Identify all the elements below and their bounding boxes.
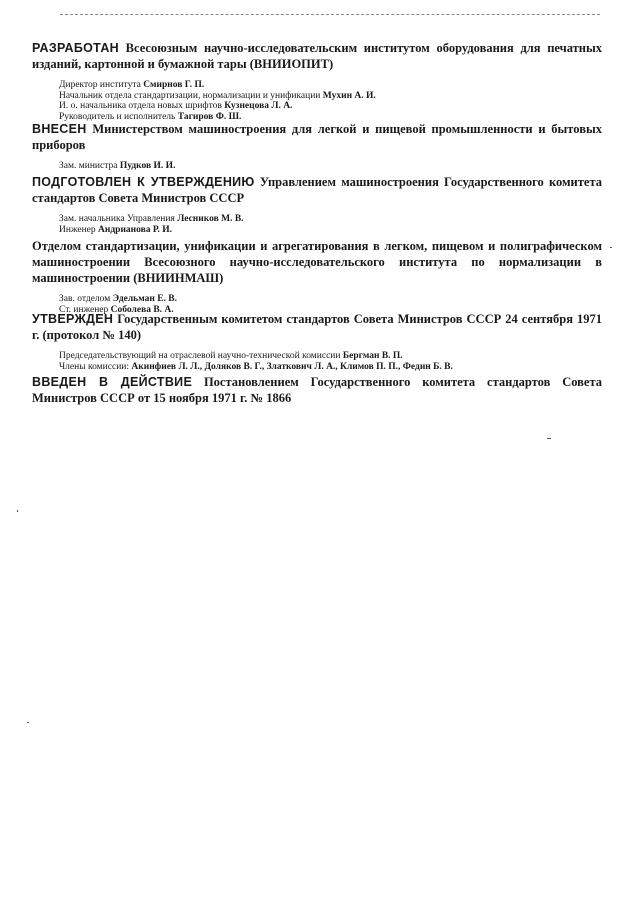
person-name: Пудков И. И. <box>119 161 176 171</box>
person-line <box>59 225 602 236</box>
person-name: Акинфиев Л. Л., Доляков В. Г., Златкович Л. А., Климов П. П., Федин Б. В. <box>131 361 453 372</box>
people-list <box>59 214 602 235</box>
person-name: Мухин А. И. <box>322 90 376 101</box>
section-text: Государственным комитетом стандартов Совета Министров СССР 24 сентября 1971 г. (протокол № 140) <box>32 312 602 342</box>
section-submitted <box>32 121 602 172</box>
section-text: Постановлением Государственного комитета стандартов Совета Министров СССР от 15 ноября 1971 г. № 1866 <box>32 375 602 405</box>
person-name: Эдельман Е. В. <box>112 294 177 304</box>
section-keyword: РАЗРАБОТАН <box>32 41 119 55</box>
section-heading <box>32 238 602 286</box>
person-role: Зам. министра <box>59 161 118 171</box>
person-role: Ст. инженер <box>59 304 109 315</box>
person-line <box>59 362 602 373</box>
person-name: Тагиров Ф. Ш. <box>177 111 242 122</box>
section-keyword: ПОДГОТОВЛЕН К УТВЕРЖДЕНИЮ <box>32 175 255 189</box>
person-role: Руководитель и исполнитель <box>59 111 176 122</box>
section-text: Министерством машиностроения для легкой и пищевой промышленности и бытовых приборов <box>32 122 602 152</box>
people-list <box>59 161 602 172</box>
section-heading <box>32 374 602 406</box>
scan-speck <box>17 510 18 512</box>
top-scan-rule <box>60 14 600 15</box>
person-role: И. о. начальника отдела новых шрифтов <box>59 101 222 111</box>
section-heading <box>32 311 602 343</box>
section-prepared <box>32 174 602 235</box>
person-line <box>59 214 602 225</box>
people-list <box>59 351 602 372</box>
person-name: Соболева В. А. <box>110 304 174 315</box>
section-text: Управлением машиностроения Государственного комитета стандартов Совета Министров СССР <box>32 175 602 205</box>
section-enacted <box>32 374 602 406</box>
section-text: Всесоюзным научно-исследовательским институтом оборудования для печатных изданий, картонной и бумажной тары (ВНИИОПИТ) <box>32 41 602 71</box>
person-role: Зам. начальника Управления <box>59 214 175 224</box>
person-name: Лесников М. В. <box>177 214 244 224</box>
person-name: Бергман В. П. <box>342 351 403 361</box>
person-line <box>59 161 602 172</box>
person-line <box>59 91 602 102</box>
section-heading <box>32 174 602 206</box>
section-text: Отделом стандартизации, унификации и агрегатирования в легком, пищевом и полиграфическом машиностроении Всесоюзного научно-исследовательского института по нормализации в машиностроении (ВНИИНМАШ) <box>32 239 602 285</box>
person-line <box>59 80 602 91</box>
person-role: Директор института <box>59 80 141 90</box>
person-line <box>59 101 602 112</box>
people-list <box>59 80 602 122</box>
person-role: Инженер <box>59 224 96 235</box>
section-heading <box>32 121 602 153</box>
scan-speck <box>27 722 29 723</box>
person-role: Зав. отделом <box>59 294 111 304</box>
person-role: Начальник отдела стандартизации, нормализации и унификации <box>59 90 321 101</box>
section-approved <box>32 311 602 372</box>
section-standardization-dept <box>32 238 602 315</box>
person-role: Председательствующий на отраслевой научно-технической комиссии <box>59 351 341 361</box>
section-keyword: ВВЕДЕН В ДЕЙСТВИЕ <box>32 375 193 389</box>
person-name: Кузнецова Л. А. <box>224 101 293 111</box>
person-name: Смирнов Г. П. <box>143 80 205 90</box>
scan-speck <box>547 438 551 439</box>
section-heading <box>32 40 602 72</box>
scan-speck <box>610 247 612 248</box>
person-role: Члены комиссии: <box>59 361 130 372</box>
section-developed <box>32 40 602 122</box>
section-keyword: ВНЕСЕН <box>32 122 87 136</box>
person-line <box>59 351 602 362</box>
person-name: Андрианова Р. И. <box>98 224 173 235</box>
section-keyword: УТВЕРЖДЕН <box>32 312 114 326</box>
person-line <box>59 294 602 305</box>
